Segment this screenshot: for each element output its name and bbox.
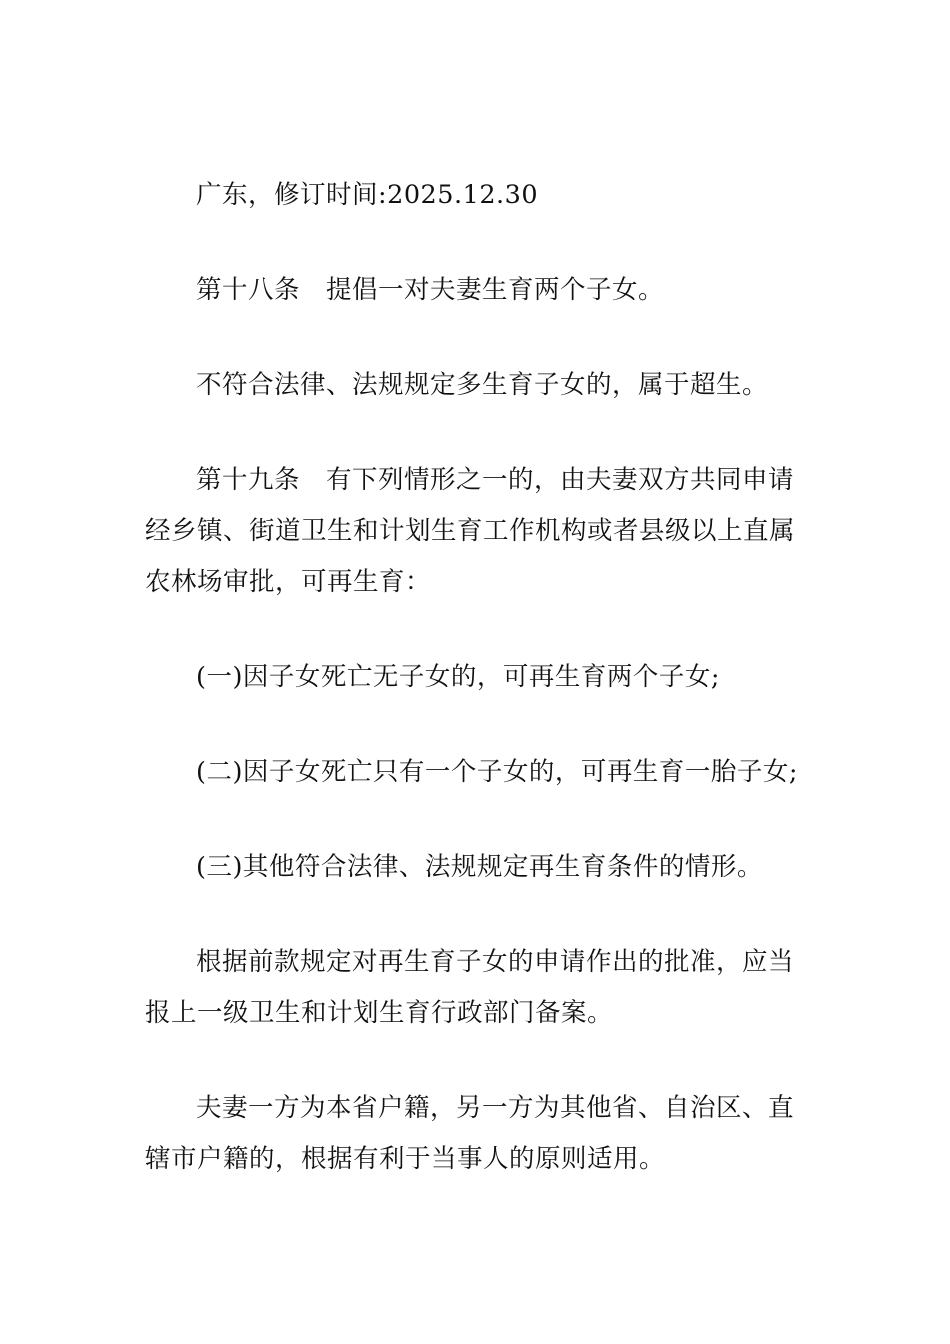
revision-note [145,170,810,221]
article-18-heading: 第十八条 [196,275,301,305]
paragraph-text: (二)因子女死亡只有一个子女的，可再生育一胎子女; [196,757,798,787]
paragraph-text: 根据前款规定对再生育子女的申请作出的批准，应当报上一级卫生和计划生育行政部门备案。 [145,947,795,1028]
article-18-clause-2 [145,360,810,411]
article-19 [145,455,810,608]
revision-note-text: 广东，修订时间:2025.12.30 [196,180,539,210]
article-19-text: 有下列情形之一的，由夫妻双方共同申请经乡镇、街道卫生和计划生育工作机构或者县级以上直属农林场审批，可再生育： [145,465,796,597]
paragraph-text: (三)其他符合法律、法规规定再生育条件的情形。 [196,852,763,882]
paragraph-text: 不符合法律、法规规定多生育子女的，属于超生。 [196,370,769,400]
article-18 [145,265,810,316]
article-19-heading: 第十九条 [196,465,301,495]
article-19-approval-filing [145,937,810,1039]
paragraph-text: 夫妻一方为本省户籍，另一方为其他省、自治区、直辖市户籍的，根据有利于当事人的原则适用。 [145,1093,795,1174]
article-19-cross-province [145,1083,810,1185]
article-19-item-1 [145,652,810,703]
paragraph-text: (一)因子女死亡无子女的，可再生育两个子女; [196,662,720,692]
article-19-item-2 [145,747,810,798]
article-19-item-3 [145,842,810,893]
article-18-text: 提倡一对夫妻生育两个子女。 [326,275,665,305]
document-body [145,170,810,1229]
